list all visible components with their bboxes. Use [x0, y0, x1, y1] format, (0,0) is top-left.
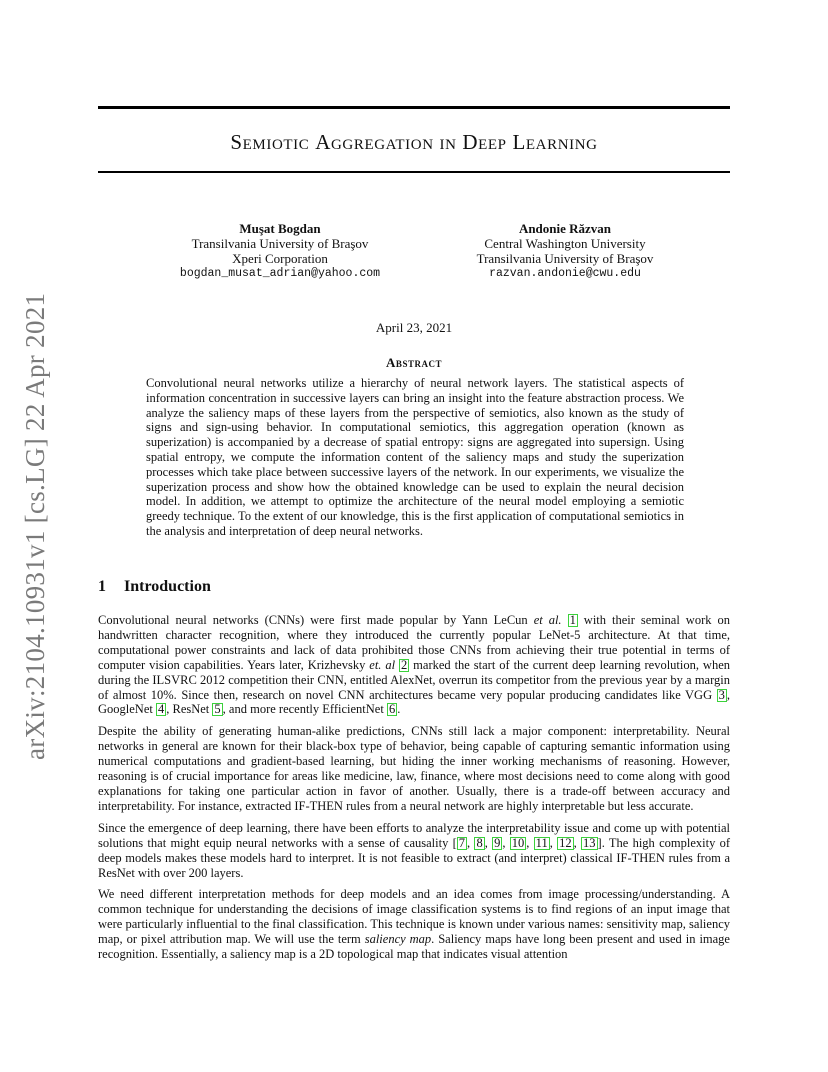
- title-initial: A: [315, 130, 331, 154]
- text-run: . Saliency maps have long been present and used in image recognition. Essentially, a saliency map is a 2D topological map that indicates visual attention: [98, 932, 730, 962]
- title-initial: S: [230, 130, 243, 154]
- title-initial: L: [512, 130, 526, 154]
- emphasis: saliency map: [364, 932, 432, 947]
- paragraph: Since the emergence of deep learning, there have been efforts to analyze the interpretability issue and come up with potential solutions that might equip neural networks with a sense of causality [ 7 , 8 , 9 , 10 , 11 , 12 , 13 ]. The high complexity of deep models makes these models hard to interpret. It is not feasible to extract (and interpret) classical IF-THEN rules from a ResNet with over 200 layers.: [98, 820, 731, 880]
- citation-link[interactable]: 5: [214, 702, 221, 717]
- section-number: 1: [98, 578, 106, 595]
- text-run: , GoogleNet: [98, 687, 730, 717]
- citation-link[interactable]: 8: [476, 835, 483, 850]
- text-run: Convolutional neural networks (CNNs) were first made popular by Yann LeCun: [98, 613, 534, 627]
- abstract-text: Convolutional neural networks utilize a hierarchy of neural network layers. The statistical aspects of information concentration in successive layers can bring an insight into the feature abstraction process. We analyze the saliency maps of these layers from the perspective of semiotics, also known as the study of signs and sign-using behavior. In computational semiotics, this aggregation operation (known as superization) is accompanied by a decrease of spatial entropy: signs are aggregated into supersign. Using spatial entropy, we compute the information content of the saliency maps and study the superization processes which take place between successive layers of the network. In our experiments, we visualize the superization process and show how the obtained knowledge can be used to explain the neural decision model. In addition, we attempt to optimize the architecture of the neural model employing a semiotic greedy technique. To the extent of our knowledge, this is the first application of computational semiotics in the analysis and interpretation of deep neural networks.: [146, 376, 684, 538]
- title-top-rule: [98, 106, 730, 109]
- text-run: marked the start of the current deep learning revolution, when during the ILSVRC 2012 competition their CNN, entitled AlexNet, overrun its competitor from the previous year by a margin of almost 10%. Since then, research on novel CNN architectures became very popular producing candidates like VGG: [98, 657, 731, 702]
- text-run: We need different interpretation methods for deep models and an idea comes from image processing/understanding. A common technique for understanding the decisions of image classification systems is to find regions of an input image that were particularly influential to the final classification. This technique is known under various names: sensitivity map, saliency map, or pixel attribution map. We will use the term: [98, 887, 730, 947]
- title-word: earning: [525, 130, 598, 154]
- title-bottom-rule: [98, 171, 730, 173]
- author-name: Andonie Răzvan: [518, 221, 612, 236]
- citation-link[interactable]: 9: [494, 835, 501, 850]
- citation-link[interactable]: 12: [559, 835, 572, 850]
- text-run: , and more recently EfficientNet: [222, 702, 387, 717]
- citation-link[interactable]: 7: [458, 835, 466, 850]
- citation-link[interactable]: 6: [388, 702, 396, 717]
- author-affiliation: Transilvania University of Braşov: [191, 236, 369, 251]
- citation-link[interactable]: 10: [511, 835, 525, 850]
- emphasis: et al.: [533, 613, 562, 627]
- title-word: eep: [478, 130, 513, 154]
- text-run: . The high complexity of deep models makes these models hard to interpret. It is not feasible to extract (and interpret) classical IF-THEN rules from a ResNet with over 200 layers.: [98, 835, 731, 880]
- paragraph: [98, 613, 730, 717]
- section-title: Introduction: [124, 578, 211, 595]
- arxiv-identifier: arXiv:2104.10931v1 [cs.LG] 22 Apr 2021: [20, 292, 50, 760]
- author-affiliation: Transilvania University of Braşov: [476, 251, 654, 266]
- author-name: Muşat Bogdan: [239, 221, 321, 236]
- emphasis: et. al: [369, 657, 396, 672]
- author-affiliation: Central Washington University: [484, 236, 646, 251]
- paper-title: [98, 130, 730, 155]
- publication-date: April 23, 2021: [375, 320, 453, 335]
- text-run: , ResNet: [166, 702, 213, 717]
- author-block-1: [170, 221, 390, 281]
- text-run: with their seminal work on handwritten character recognition, where they introduced the currently popular LeNet-5 architecture. At that time, computational power constraints and lack of data prohibited those CNNs from achieving their true potential in terms of computer vision capabilities. Years later, Krizhevsky: [98, 613, 730, 672]
- citation-link[interactable]: 11: [535, 835, 548, 850]
- body-text: [98, 613, 730, 969]
- author-block-2: [450, 221, 680, 281]
- title-word: ggregation in: [330, 130, 463, 154]
- paragraph: [98, 887, 730, 962]
- text-run: .: [397, 702, 401, 717]
- citation-link[interactable]: 2: [401, 657, 408, 672]
- abstract-heading: Abstract: [386, 355, 442, 370]
- author-email[interactable]: bogdan_musat_adrian@yahoo.com: [179, 267, 381, 280]
- title-initial: D: [462, 130, 479, 154]
- citation-link[interactable]: 3: [718, 687, 725, 702]
- paragraph: Despite the ability of generating human-alike predictions, CNNs still lack a major component: interpretability. Neural networks in general are known for their black-box type of behavior, being capable of capturing semantic information using numerical computations and gradient-based learning, but hiding the inner working mechanisms of reasoning. However, reasoning is of crucial importance for areas like medicine, law, finance, where most decisions need to come along with good explanations for taking one particular action in favor of another. Usually, there is a trade-off between accuracy and interpretability. For instance, extracted IF-THEN rules from a neural network are highly interpretable but less accurate.: [98, 724, 730, 813]
- title-word: emiotic: [242, 130, 316, 154]
- citation-link[interactable]: 4: [157, 702, 165, 717]
- arxiv-sidebar: [20, 290, 60, 760]
- author-affiliation: Xperi Corporation: [232, 251, 328, 266]
- citation-link[interactable]: 1: [569, 613, 576, 627]
- text-run: Since the emergence of deep learning, there have been efforts to analyze the interpretability issue and come up with potential solutions that might equip neural networks with a sense of causality: [98, 820, 730, 850]
- citation-link[interactable]: 13: [583, 835, 596, 850]
- section-heading: [98, 578, 211, 596]
- author-email[interactable]: razvan.andonie@cwu.edu: [489, 267, 641, 280]
